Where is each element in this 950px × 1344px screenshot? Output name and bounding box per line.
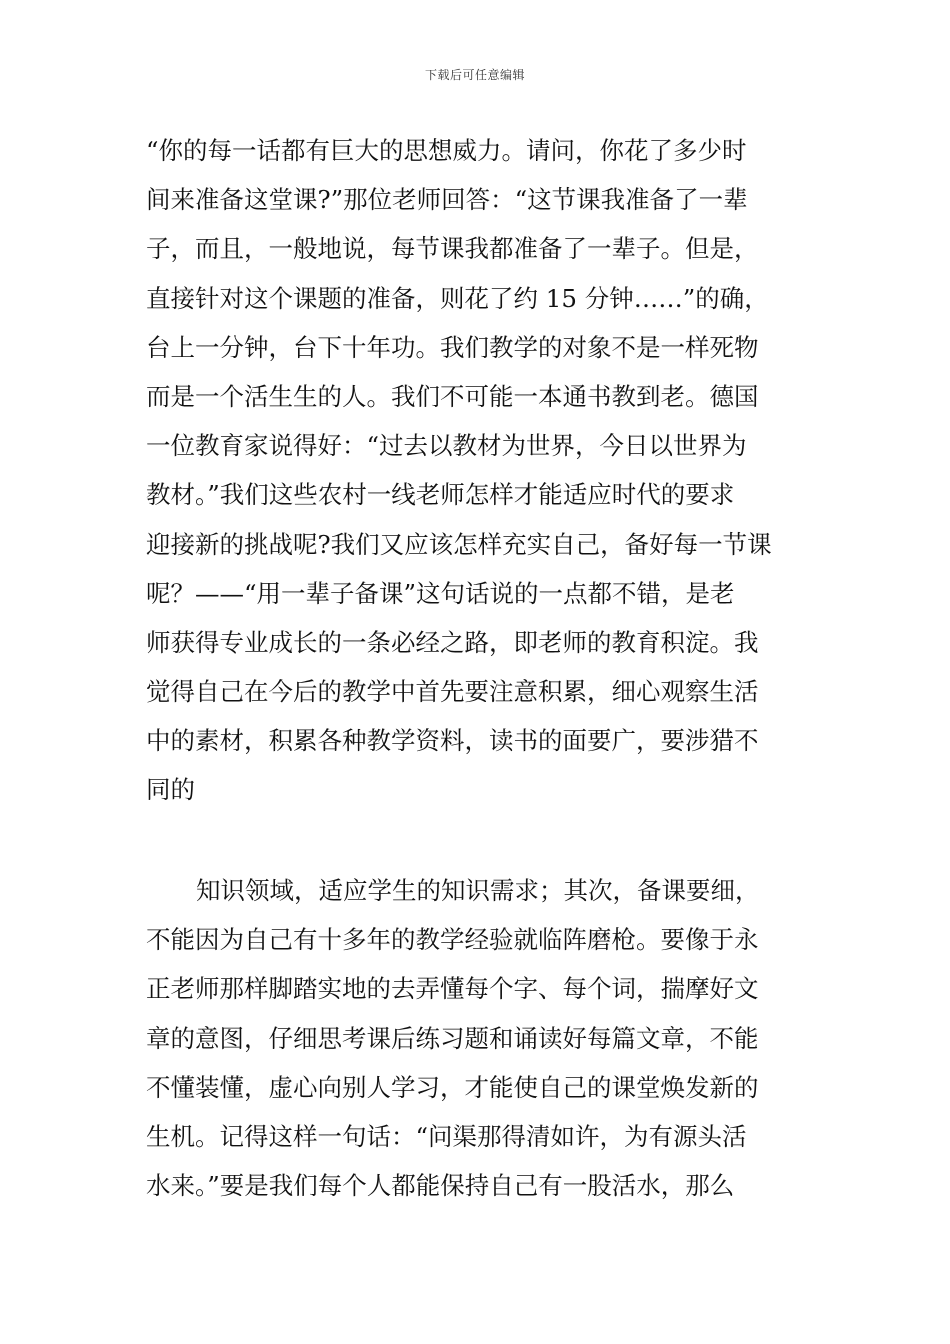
text-line: 直接针对这个课题的准备，则花了约 15 分钟……”的确， xyxy=(146,283,769,313)
text-line: 迎接新的挑战呢?我们又应该怎样充实自己，备好每一节课 xyxy=(146,529,772,559)
text-line: “你的每一话都有巨大的思想威力。请问，你花了多少时 xyxy=(146,136,747,165)
text-line: 间来准备这堂课?”那位老师回答：“这节课我准备了一辈 xyxy=(146,185,748,215)
paragraph-1 xyxy=(146,126,810,815)
text-line: 知识领域，适应学生的知识需求；其次，备课要细， xyxy=(196,876,760,905)
page-header-note: 下载后可任意编辑 xyxy=(424,68,525,82)
text-line: 不能因为自己有十多年的教学经验就临阵磨枪。要像于永 xyxy=(146,925,759,955)
text-line: 正老师那样脚踏实地的去弄懂每个字、每个词，揣摩好文 xyxy=(146,974,759,1004)
text-line: 呢？——“用一辈子备课”这句话说的一点都不错，是老 xyxy=(146,578,735,608)
text-line: 生机。记得这样一句话：“问渠那得清如许，为有源头活 xyxy=(146,1121,747,1151)
text-line: 同的 xyxy=(146,775,195,805)
text-line: 不懂装懂，虚心向别人学习，才能使自己的课堂焕发新的 xyxy=(146,1072,759,1102)
text-line: 教材。”我们这些农村一线老师怎样才能适应时代的要求 xyxy=(146,480,735,510)
text-line: 觉得自己在今后的教学中首先要注意积累，细心观察生活 xyxy=(146,677,759,707)
text-line: 一位教育家说得好：“过去以教材为世界，今日以世界为 xyxy=(146,431,747,461)
paragraph-2 xyxy=(146,866,810,1210)
text-line: 子，而且，一般地说，每节课我都准备了一辈子。但是， xyxy=(146,234,759,264)
text-line: 台上一分钟，台下十年功。我们教学的对象不是一样死物 xyxy=(146,332,759,362)
text-line: 中的素材，积累各种教学资料，读书的面要广，要涉猎不 xyxy=(146,726,759,756)
text-line: 而是一个活生生的人。我们不可能一本通书教到老。德国 xyxy=(146,381,759,411)
text-line: 水来。”要是我们每个人都能保持自己有一股活水，那么 xyxy=(146,1171,735,1201)
text-line: 章的意图，仔细思考课后练习题和诵读好每篇文章，不能 xyxy=(146,1023,759,1053)
text-line: 师获得专业成长的一条必经之路，即老师的教育积淀。我 xyxy=(146,627,759,657)
